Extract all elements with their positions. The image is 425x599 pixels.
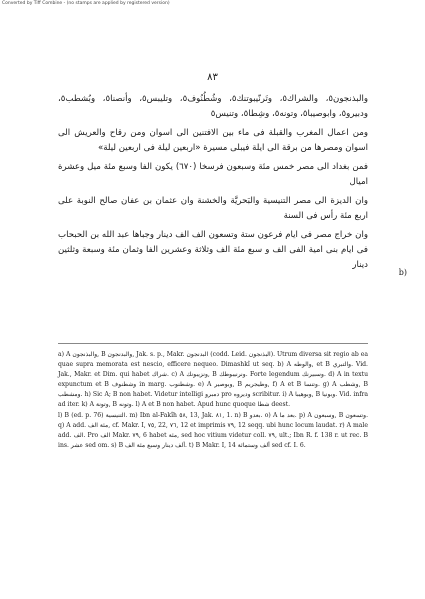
arabic-main-text: [58, 92, 368, 277]
footnote-paragraph: a) A والبذنجون, B والبدنجون, Jak. s. p., Makr. البدنجون (codd. Leid. البذنجون). Utrum diversa sit regio ab ea quae supra memorata est nescio, efficere nequeo. Dimashkî ut seq. b) A والوطه, et B والتبري. Vid. Jak., Makr. et Dim. qui habet شراك. c) A ونزيبونك, B ونرنيبوطك. Forte legendum وسبيرنك. d) A in textu expunctum et B وشطنوف in marg. وشطنوب. e) A وبوصير, B وطيجريم, f) A et B وتنسا. g) A وشطب, B ومشطب. h) Sic A; B non habet. Videtur intelligi دمبرو pro وديروه scribitur. i) A وبوهيبا, B وبونيا. Vid. infra ad iter. k) A وتونة, B وتونه. l) A et B non habet. Apud hunc quoque شطا deest.: [58, 351, 369, 408]
watermark-text: Converted by Tiff Combine - (no stamps are applied by registered version): [2, 1, 170, 6]
page-number: ٨٣: [207, 72, 218, 83]
arabic-paragraph: ومن اعمال المغرب والقبلة فى ماء بين الافتنين الى اسوان ومن رقاح والعريش الى اسوان ومصرها من برقة الى ايلة فيبلى مسيرة «اربعين ليلة فى اربعين ليلة»: [58, 128, 368, 153]
arabic-paragraph: فمن بغداد الى مصر خمس مئة وسبعون فرسخا (٦٧٠) يكون الفا وسبع مئة ميل وعشرة اميال: [58, 162, 368, 187]
arabic-paragraph: وان خراج مصر فى ايام فرعون ستة وتسعون الف الف دينار وجباها عبد الله بن الحبحاب فى ايام بنى امية الفى الف و سبع مئة الف وثلاثة وعشرين الفا وثمان مئة وسبعة وثلثين دينار: [58, 230, 368, 270]
footnotes-block: [58, 350, 368, 453]
arabic-paragraph: والبذنجون٥، والشراك٥، وتَرنّيبوتنك٥، وشُطُنُوف٥، وتليبس٥، وأنصنا٥، وبُشطب٥، ودبيرو٥، وابوصيبا٥، وتونه٥، وشِطا٥، وتنيس٥: [58, 94, 368, 119]
footnote-divider: [58, 343, 368, 344]
footnote-paragraph: l) B (ed. p. 76) التنيسية. m) Ibn al-Fakîh ٥٨, 13, Jak. ٨١, 1. n) B بعدو. o) A بعد ما. p) A وسبعون, B وتسعون. q) A add. مئة الف, cf. Makr. I, ٧٥, 22, ٧٦, 12 et imprimis ٧٩, 12 seqq. ubi hunc locum laudat. r) A male add. الف. Pro الف Makr. ٧٩, 6 habet مئة, sed hoc vitium videtur coll. ٧٩, ult.; Ibn R. f. 138 r. ut rec. B ins. عشر sed om. s) B ألف دينار وسبع مئة الف. t) B Makr. I, 14 ألف وستمائة sed cf. I. 6.: [58, 412, 369, 450]
margin-note-marker: b): [398, 268, 407, 277]
arabic-paragraph: وان الديزة الى مصر التنيسية والبَحريَّة والخشنة وان عثمان بن عفان صالح النوبة على اربع مئة رأس فى السنة: [58, 196, 368, 221]
